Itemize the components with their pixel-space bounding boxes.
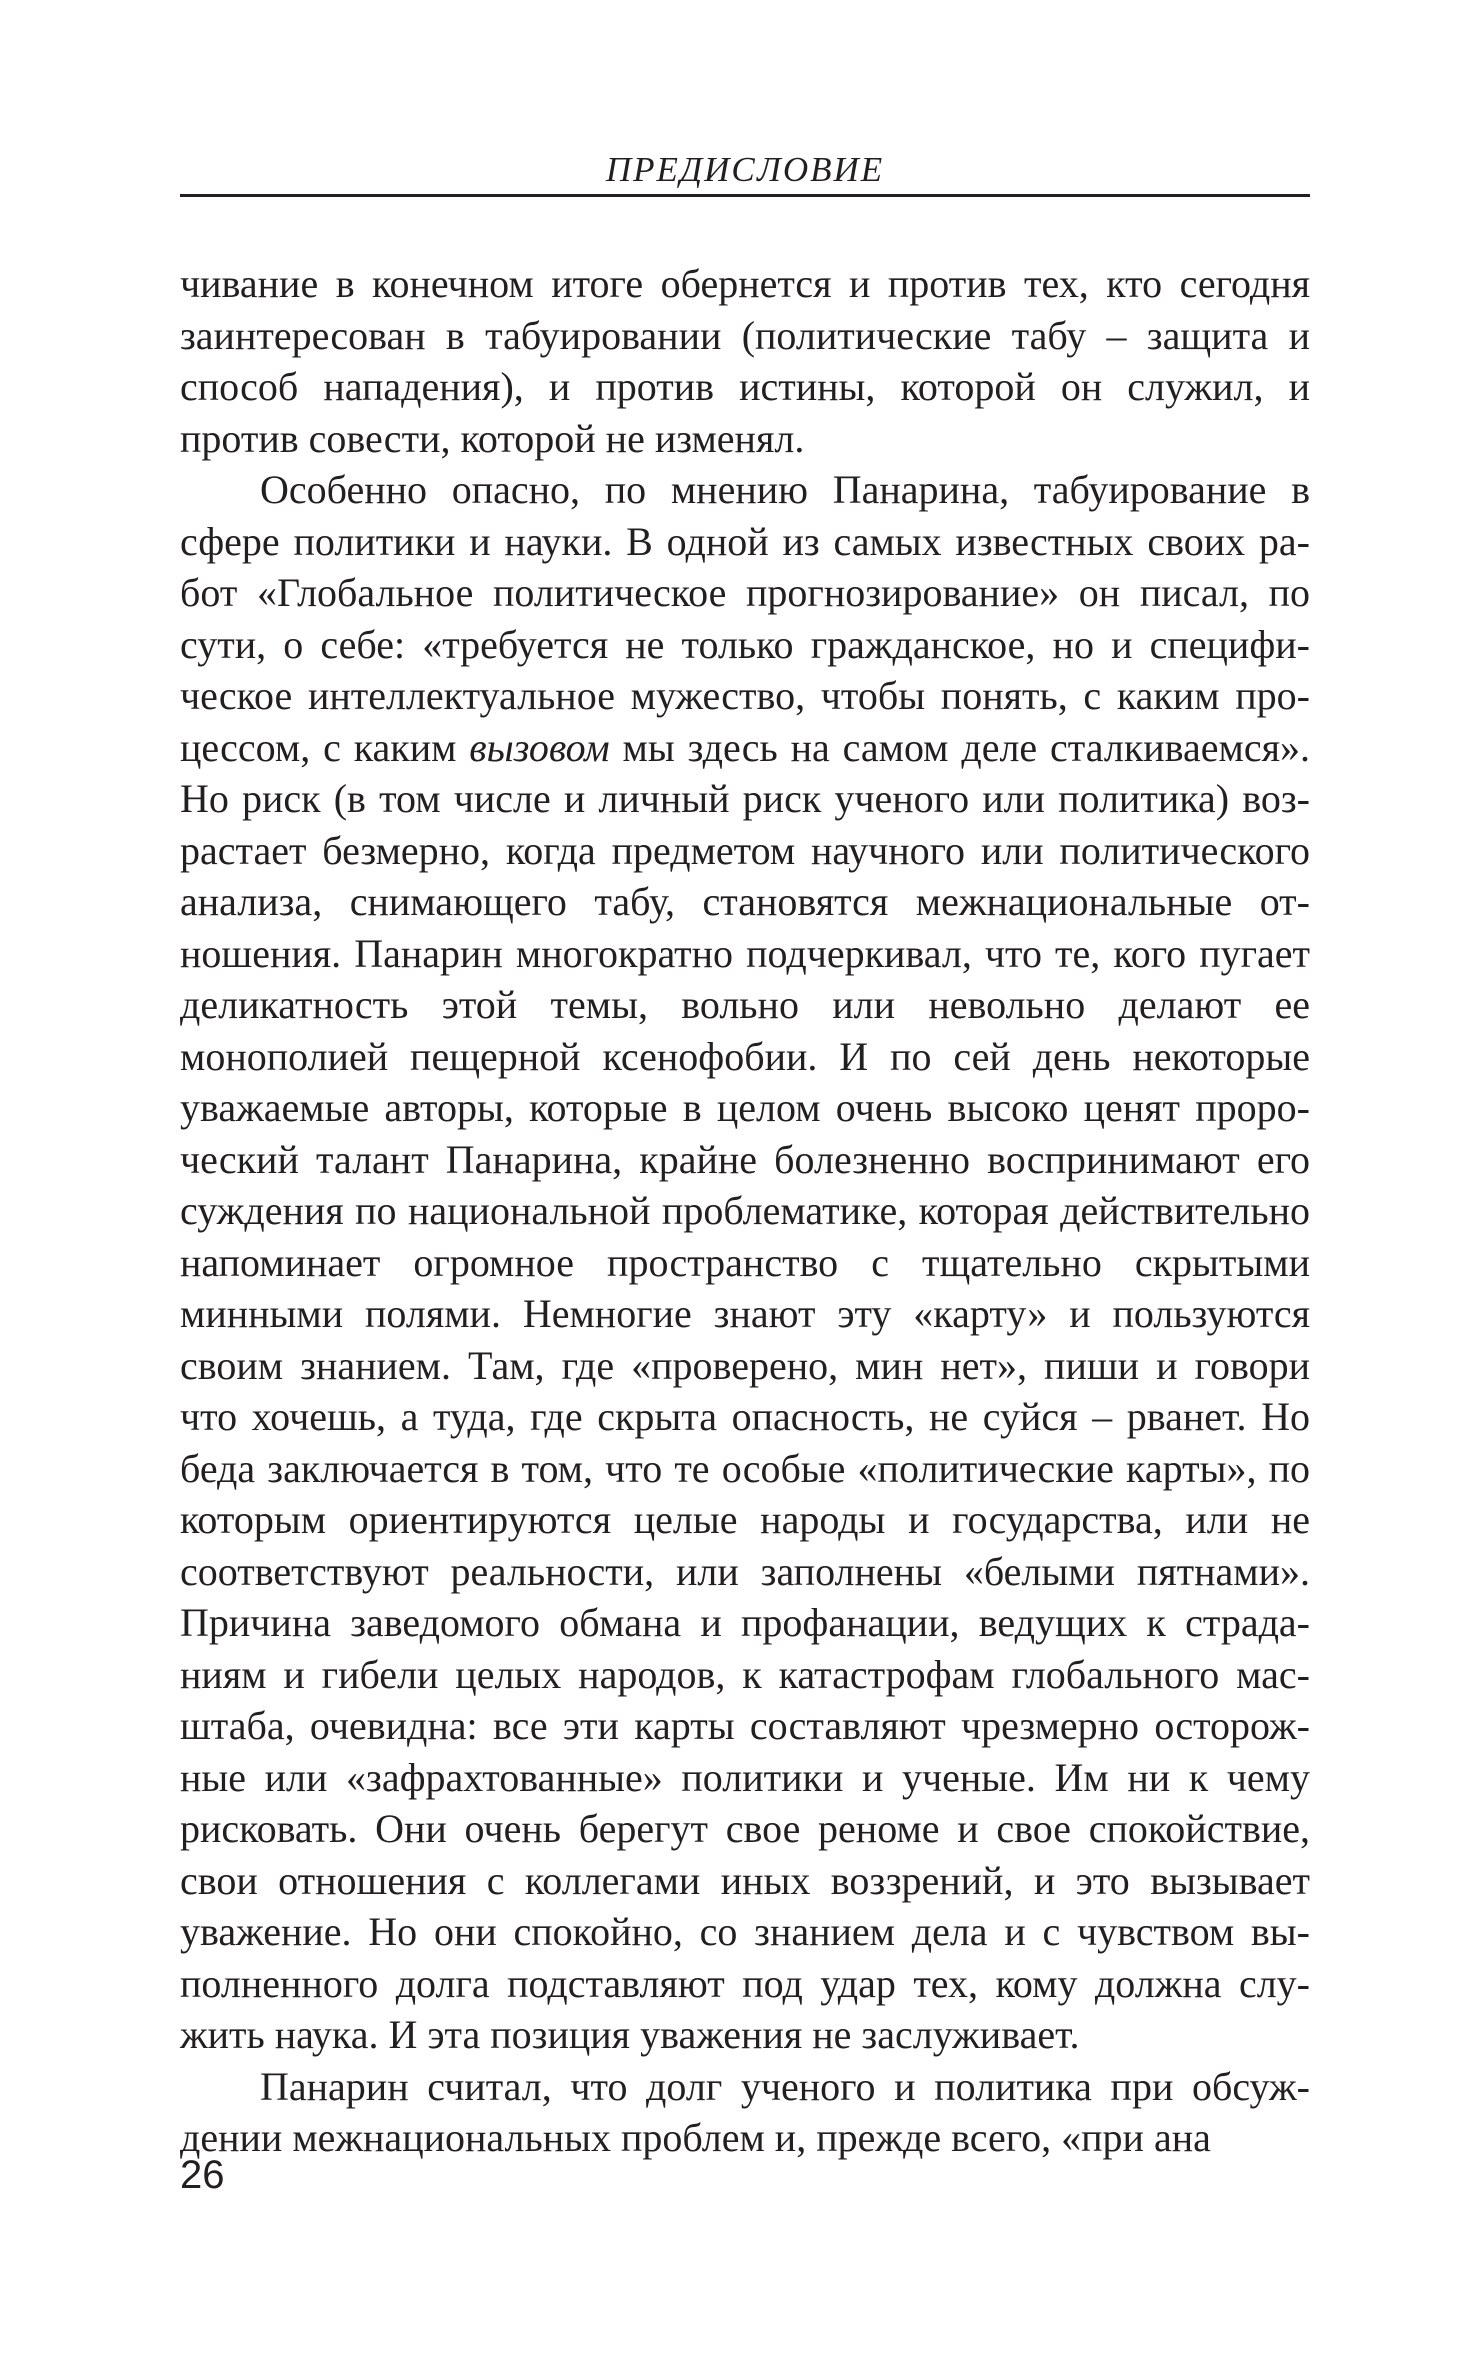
running-header: ПРЕДИСЛОВИЕ — [605, 150, 885, 189]
paragraph-text: Особенно опасно, по мнению Панарина, табуирование в сфере политики и науки. В одной из самых известных своих работ «Глобальное политическое прогнозирование» он писал, по сути, о себе: «требуется не только гражданское, но и специфическое интеллектуальное мужество, чтобы понять, с каким процессом, с каким — [180, 467, 1310, 770]
paragraph-text: мы здесь на самом деле сталкиваемся». Но риск (в том числе и личный риск ученого или политика) возрастает безмерно, когда предметом научного или политического анализа, снимающего табу, становятся межнациональные отношения. Панарин многократно подчеркивал, что те, кого пугает деликатность этой темы, вольно или невольно делают ее монополией пещерной ксенофобии. И по сей день некоторые уважаемые авторы, которые в целом очень высоко ценят пророческий талант Панарина, крайне болезненно воспринимают его суждения по национальной проблематике, которая действительно напоминает огромное пространство с тщательно скрытыми минными полями. Немногие знают эту «карту» и пользуются своим знанием. Там, где «проверено, мин нет», пиши и говори что хочешь, а туда, где скрыта опасность, не суйся – рванет. Но беда заключается в том, что те особые «политические карты», по которым ориентируются целые народы и государства, или не соответствуют реальности, или заполнены «белыми пятнами». Причина заведомого обмана и профанации, ведущих к страданиям и гибели целых народов, к катастрофам глобального масштаба, очевидна: все эти карты составляют чрезмерно осторожные или «зафрахтованные» политики и ученые. Им ни к чему рисковать. Они очень берегут свое реноме и свое спокойствие, свои отношения с коллегами иных воззрений, и это вызывает уважение. Но они спокойно, со знанием дела и с чувством выполненного долга подставляют под удар тех, кому должна служить наука. И эта позиция уважения не заслуживает. — [180, 724, 1311, 2057]
emphasis-text: вызовом — [469, 724, 610, 770]
paragraph: чивание в конечном итоге обернется и против тех, кто сегодня заинтересован в табуировании (политические табу – защита и способ нападения), и против истины, которой он служил, и против совести, которой не изменял. — [180, 261, 1310, 461]
body-text — [180, 258, 1310, 2164]
header-rule — [180, 194, 1310, 197]
page-number: 26 — [180, 2153, 225, 2197]
paragraph: Панарин считал, что долг ученого и политика при обсуждении межнациональных проблем и, прежде всего, «при ана — [180, 2063, 1310, 2160]
paragraph — [180, 464, 1310, 2061]
